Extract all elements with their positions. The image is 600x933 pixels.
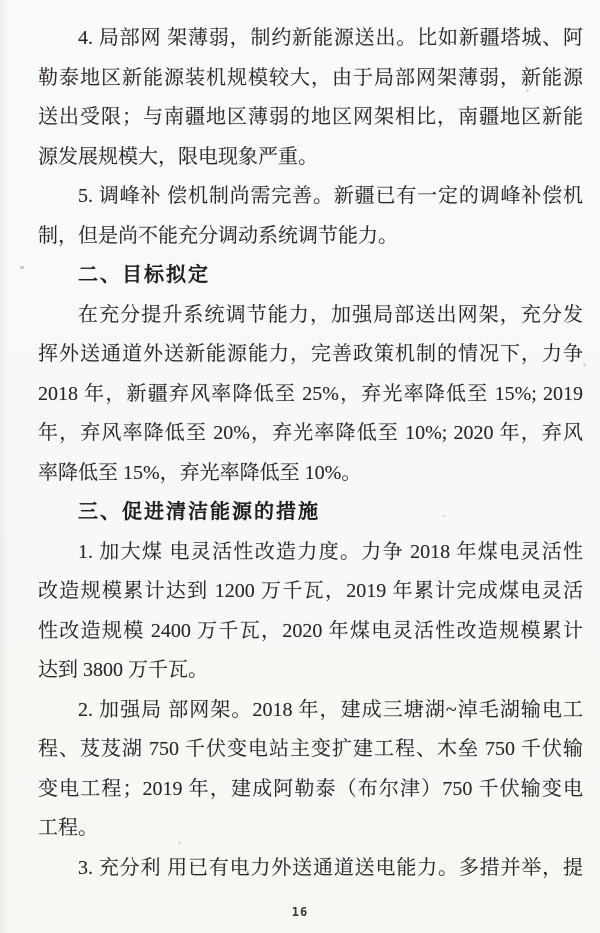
text-line: 2018 年，新疆弃风率降低至 25%，弃光率降低至 15%; 2019 bbox=[38, 382, 583, 405]
text-line: 4. 局部网 架薄弱，制约新能源送出。比如新疆塔城、阿 bbox=[78, 27, 583, 49]
page-number: 16 bbox=[291, 905, 309, 919]
text-line: 2. 加强局 部网架。2018 年，建成三塘湖~淖毛湖输电工 bbox=[78, 698, 583, 721]
text-line: 制，但是尚不能充分调动系统调节能力。 bbox=[38, 224, 398, 247]
document-body bbox=[38, 19, 583, 888]
text-line: 性改造规模 2400 万千瓦，2020 年煤电灵活性改造规模累计 bbox=[38, 619, 583, 642]
text-line: 挥外送通道外送新能源能力，完善政策机制的情况下，力争 bbox=[38, 343, 583, 365]
text-line: 程、芨芨湖 750 千伏变电站主变扩建工程、木垒 750 千伏输 bbox=[38, 738, 583, 760]
text-line: 年，弃风率降低至 20%，弃光率降低至 10%; 2020 年，弃风 bbox=[38, 422, 583, 444]
section-heading: 三、促进清洁能源的措施 bbox=[78, 501, 320, 523]
text-line: 达到 3800 万千瓦。 bbox=[38, 659, 208, 681]
text-line: 率降低至 15%，弃光率降低至 10%。 bbox=[38, 461, 362, 484]
section-heading: 二、目标拟定 bbox=[78, 264, 210, 286]
text-line: 3. 充分利 用已有电力外送通道送电能力。多措并举，提 bbox=[78, 856, 583, 879]
text-line: 工程。 bbox=[38, 817, 98, 839]
text-line: 改造规模累计达到 1200 万千瓦，2019 年累计完成煤电灵活 bbox=[38, 580, 583, 602]
text-line: 送出受限；与南疆地区薄弱的地区网架相比，南疆地区新能 bbox=[38, 106, 583, 128]
text-line: 1. 加大煤 电灵活性改造力度。力争 2018 年煤电灵活性 bbox=[78, 540, 583, 563]
text-line: 变电工程；2019 年，建成阿勒泰（布尔津）750 千伏输变电 bbox=[38, 777, 583, 800]
scan-speck bbox=[20, 266, 24, 269]
text-line: 5. 调峰补 偿机制尚需完善。新疆已有一定的调峰补偿机 bbox=[78, 185, 583, 207]
text-line: 在充分提升系统调节能力，加强局部送出网架，充分发 bbox=[78, 303, 583, 326]
text-line: 源发展规模大，限电现象严重。 bbox=[38, 145, 318, 168]
scan-speck bbox=[583, 363, 586, 367]
text-line: 勒泰地区新能源装机规模较大，由于局部网架薄弱，新能源 bbox=[38, 66, 583, 89]
scan-edge-shading bbox=[0, 0, 8, 933]
